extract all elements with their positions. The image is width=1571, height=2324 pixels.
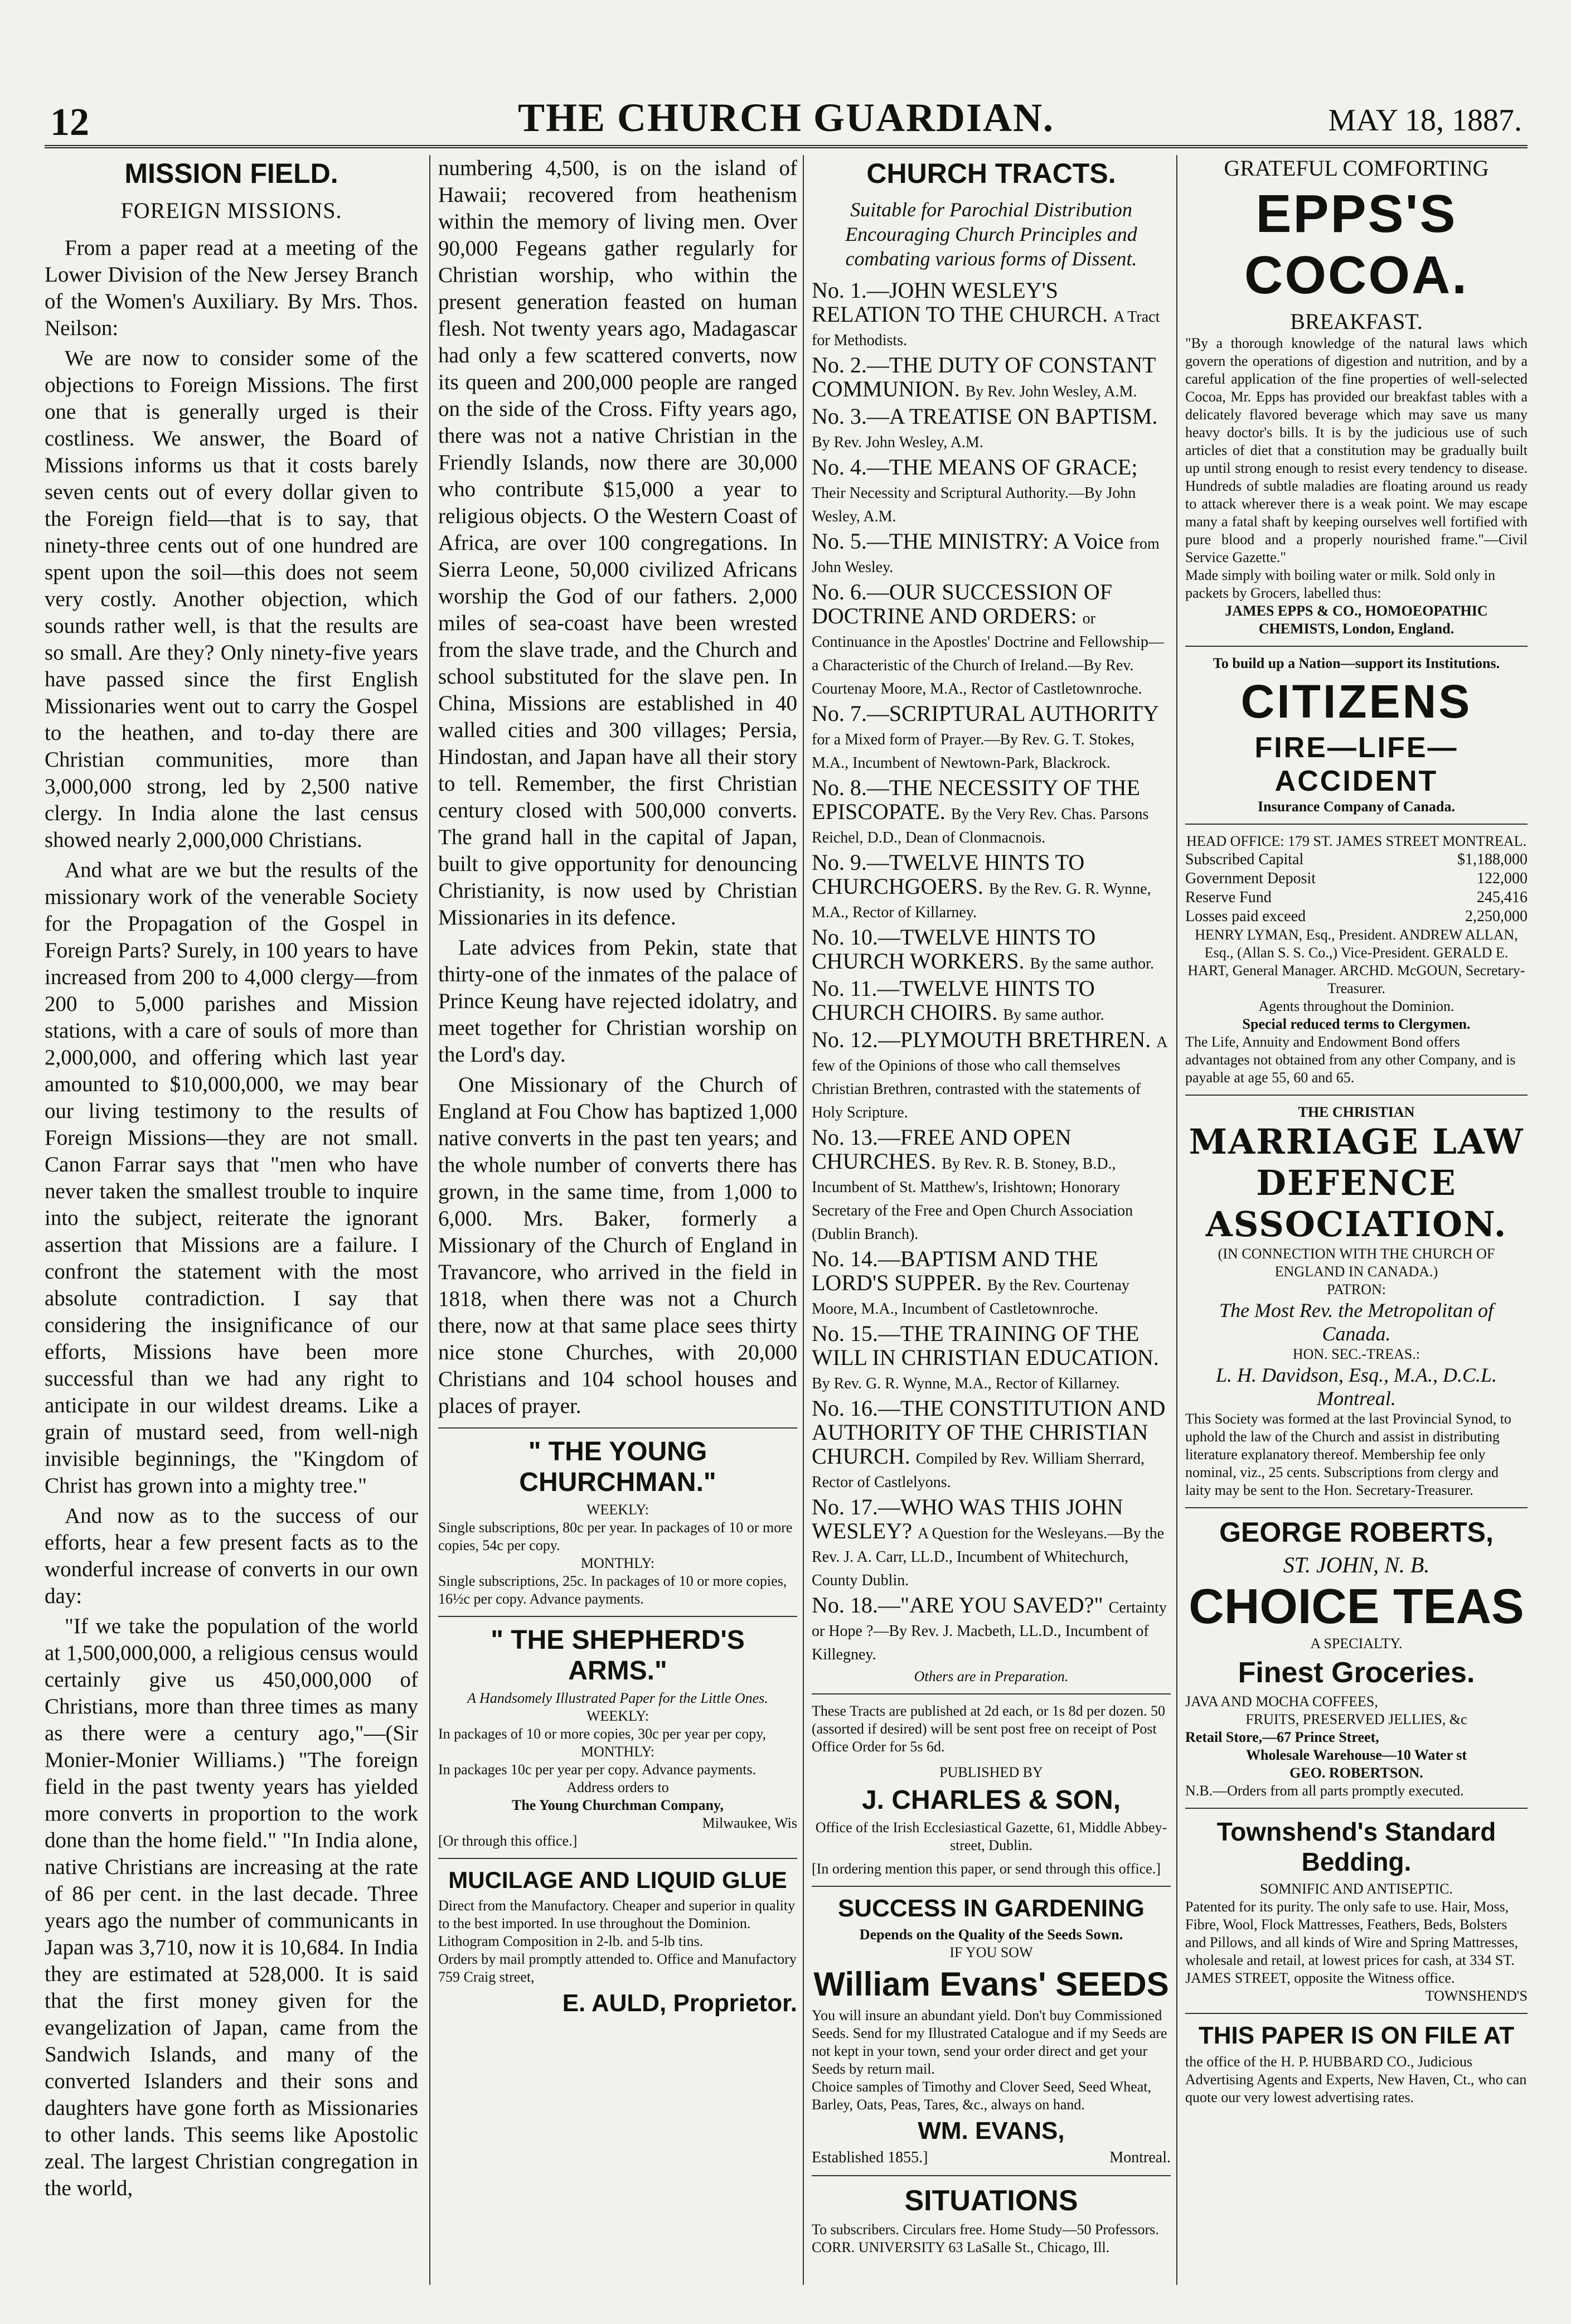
- fruits: FRUITS, PRESERVED JELLIES, &c: [1245, 1711, 1467, 1727]
- head-office: HEAD OFFICE: 179 ST. JAMES STREET MONTREAL.: [1186, 833, 1527, 849]
- tract-title: TWELVE HINTS TO CHURCHGOERS.: [812, 850, 1085, 899]
- tract-item: [812, 405, 1171, 452]
- young-churchman-title: " THE YOUNG CHURCHMAN.": [519, 1437, 716, 1497]
- tracts-pricing: These Tracts are published at 2d each, or 1s 8d per dozen. 50 (assorted if desired) will be sent post free on receipt of Post Office Order for 5s 6d.: [812, 1703, 1165, 1755]
- divider: [438, 1858, 797, 1859]
- tract-description: By Rev. John Wesley, A.M.: [965, 383, 1137, 400]
- tract-number: No. 17.—: [812, 1494, 900, 1519]
- tract-description: or Continuance in the Apostles' Doctrine and Fellowship—a Characteristic of the Church of Ireland.—By Rev. Courtenay Moore, M.A., Rector of Castletownroche.: [812, 610, 1164, 698]
- weekly-label: WEEKLY:: [586, 1708, 649, 1724]
- java: JAVA AND MOCHA COFFEES,: [1185, 1693, 1378, 1710]
- monthly-label: MONTHLY:: [580, 1555, 655, 1571]
- capital-label: Losses paid exceed: [1185, 908, 1306, 925]
- mission-paragraph: Late advices from Pekin, state that thirty-one of the inmates of the palace of Prince Keung have rejected idolatry, and meet together for Christian worship on the Lord's day.: [438, 936, 797, 1067]
- tract-number: No. 12.—: [812, 1027, 900, 1052]
- gardening-heading: SUCCESS IN GARDENING: [837, 1895, 1145, 1922]
- this-paper-text: the office of the H. P. HUBBARD CO., Judicious Advertising Agents and Experts, New Haven, Ct., who can quote our very lowest advertising rates.: [1185, 2054, 1527, 2105]
- tract-item: [812, 702, 1171, 773]
- tract-number: No. 5.—: [812, 529, 889, 554]
- tract-title: WHO WAS THIS JOHN WESLEY?: [812, 1494, 1123, 1543]
- tract-item: [812, 926, 1171, 974]
- tract-item: [812, 530, 1171, 577]
- tract-title: PLYMOUTH BRETHREN.: [900, 1027, 1157, 1052]
- tract-number: No. 2.—: [812, 352, 889, 377]
- tract-description: By the Very Rev. Chas. Parsons Reichel, D.D., Dean of Clonmacnois.: [812, 806, 1149, 846]
- weekly-text: In packages of 10 or more copies, 30c per year per copy,: [438, 1726, 767, 1742]
- tract-item: [812, 354, 1171, 401]
- tract-number: No. 13.—: [812, 1125, 900, 1150]
- tract-number: No. 3.—: [812, 404, 889, 429]
- tract-item: [812, 1322, 1171, 1393]
- seeds-footer: [812, 2148, 1171, 2167]
- epps-cocoa-title: EPPS'S COCOA.: [1244, 184, 1468, 305]
- tract-title: TWELVE HINTS TO CHURCH WORKERS.: [812, 924, 1096, 974]
- capital-row: [1185, 888, 1528, 907]
- company-city: Milwaukee, Wis: [702, 1815, 797, 1831]
- tract-item: [812, 851, 1171, 922]
- divider: [1185, 646, 1528, 647]
- choice-teas: CHOICE TEAS: [1189, 1579, 1524, 1634]
- auld-signature: E. AULD, Proprietor.: [562, 1989, 797, 2017]
- tract-number: No. 9.—: [812, 850, 889, 875]
- insurance-company: Insurance Company of Canada.: [1258, 798, 1455, 815]
- capital-table: [1185, 850, 1528, 926]
- issue-date: MAY 18, 1887.: [1328, 103, 1522, 138]
- divider: [1185, 824, 1528, 825]
- divider: [812, 1886, 1171, 1887]
- capital-value: $1,188,000: [1457, 851, 1528, 868]
- epps-text: Made simply with boiling water or milk. Sold only in packets by Grocers, labelled thus:: [1185, 567, 1496, 601]
- george-roberts: GEORGE ROBERTS,: [1219, 1517, 1494, 1548]
- tract-title: OUR SUCCESSION OF DOCTRINE AND ORDERS:: [812, 579, 1112, 628]
- tract-description: A few of the Opinions of those who call themselves Christian Brethren, contrasted with the statements of Holy Scripture.: [812, 1034, 1167, 1121]
- tract-number: No. 14.—: [812, 1246, 900, 1271]
- specialty: A SPECIALTY.: [1310, 1635, 1403, 1652]
- epps-breakfast: BREAKFAST.: [1290, 309, 1423, 334]
- this-paper-heading: THIS PAPER IS ON FILE AT: [1198, 2022, 1515, 2049]
- ordering-note: [In ordering mention this paper, or send through this office.]: [812, 1861, 1161, 1877]
- mission-paragraph: And now as to the success of our efforts, hear a few present facts as to the wonderful increase of converts in our own day:: [45, 1504, 418, 1608]
- capital-value: 245,416: [1477, 889, 1528, 906]
- tract-number: No. 15.—: [812, 1321, 900, 1346]
- patron-label: PATRON:: [1327, 1281, 1386, 1297]
- somnific: SOMNIFIC AND ANTISEPTIC.: [1260, 1881, 1453, 1897]
- tract-item: [812, 279, 1171, 350]
- tract-item: [812, 1495, 1171, 1590]
- tract-description: from John Wesley.: [812, 535, 1160, 576]
- capital-row: [1185, 907, 1528, 926]
- divider: [1185, 2013, 1528, 2014]
- fire-life-accident: FIRE—LIFE—ACCIDENT: [1254, 732, 1458, 797]
- publisher-office: Office of the Irish Ecclesiastical Gazette, 61, Middle Abbey-street, Dublin.: [815, 1819, 1167, 1853]
- tract-description: By Rev. R. B. Stoney, B.D., Incumbent of St. Matthew's, Irishtown; Honorary Secretary of the Free and Open Church Association (Dublin Branch).: [812, 1155, 1133, 1243]
- townshend-signature: TOWNSHEND'S: [1425, 1988, 1528, 2004]
- tract-number: No. 18.—: [812, 1592, 900, 1618]
- tract-item: [812, 1594, 1171, 1664]
- tract-number: No. 11.—: [812, 976, 900, 1001]
- clergy-terms: Special reduced terms to Clergymen.: [1242, 1016, 1471, 1032]
- tract-description: By the same author.: [1030, 955, 1154, 972]
- officers: HENRY LYMAN, Esq., President. ANDREW ALLAN, Esq., (Allan S. S. Co.,) Vice-President. GERALD E. HART, General Manager. ARCHD. McGOUN, Secretary-Treasurer.: [1187, 927, 1525, 996]
- weekly-text: Single subscriptions, 80c per year. In packages of 10 or more copies, 54c per copy.: [438, 1519, 793, 1553]
- mission-column: [45, 155, 424, 2285]
- published-by: PUBLISHED BY: [939, 1764, 1043, 1780]
- tract-description: By the Rev. G. R. Wynne, M.A., Rector of Killarney.: [812, 880, 1151, 921]
- hon-label: HON. SEC.-TREAS.:: [1292, 1346, 1420, 1362]
- seeds-city: Montreal.: [1109, 2149, 1171, 2166]
- orders-note: N.B.—Orders from all parts promptly executed.: [1185, 1783, 1464, 1799]
- tract-description: By Rev. John Wesley, A.M.: [812, 434, 983, 451]
- page-number: 12: [50, 101, 89, 144]
- mission-paragraph: numbering 4,500, is on the island of Hawaii; recovered from heathenism within the memory of living men. Over 90,000 Fegeans gather regularly for Christian worship, who within the present generation feasted on human flesh. Not twenty years ago, Madagascar had only a few scattered converts, now its queen and 200,000 people are ranged on the side of the Cross. Fifty years ago, there was not a native Christian in the Friendly Islands, now there are 30,000 who contribute $15,000 a year to religious objects. O the Western Coast of Africa, are over 100 congregations. In Sierra Leone, 50,000 civilized Africans worship the God of our fathers. 2,000 miles of sea-coast have been wrested from the slave trade, and the Church and school substituted for the slave pen. In China, Missions are established in 40 walled cities and 300 villages; Persia, Hindostan, and Japan have all their story to tell. Remember, the first Christian century closed with 500,000 converts. The grand hall in the capital of Japan, built to give opportunity for denouncing Christianity, is now used by Christian Missionaries in its defence.: [438, 156, 797, 929]
- tracts-column: [803, 155, 1171, 2285]
- seeds-text: Choice samples of Timothy and Clover Seed, Seed Wheat, Barley, Oats, Peas, Tares, &c., always on hand.: [812, 2079, 1151, 2113]
- tract-item: [812, 1028, 1171, 1122]
- capital-label: Government Deposit: [1185, 870, 1316, 887]
- tract-description: By Rev. G. R. Wynne, M.A., Rector of Killarney.: [812, 1375, 1120, 1392]
- shepherds-arms-title: " THE SHEPHERD'S ARMS.": [491, 1625, 745, 1686]
- tracts-preparation: Others are in Preparation.: [914, 1668, 1069, 1684]
- christian-label: THE CHRISTIAN: [1298, 1104, 1415, 1120]
- tract-description: Compiled by Rev. William Sherrard, Rector of Castlelyons.: [812, 1450, 1145, 1491]
- divider: [812, 2175, 1171, 2176]
- mission-paragraph: And what are we but the results of the missionary work of the venerable Society for the Propagation of the Gospel in Foreign Parts? Surely, in 100 years to have increased from 200 to 4,000 clergy—from 200 to 5,000 parishes and Mission stations, with a care of souls of more than 2,000,000, and offering which last year amounted to $10,000,000, we may bear our living testimony to the results of Foreign Missions—they are not small. Canon Farrar says that "men who have never taken the smallest trouble to inquire into the subject, reiterate the ignorant assertion that Missions are a failure. I confront the statement with the most absolute contradiction. I say that considering the insignificance of our efforts, Missions have been more successful than we had any right to anticipate in our wildest dreams. Like a grain of mustard seed, from well-nigh invisible beginnings, the "Kingdom of Christ has grown into a mighty tree.": [45, 858, 418, 1498]
- life-bond: The Life, Annuity and Endowment Bond offers advantages not obtained from any other Company, and is payable at age 55, 60 and 65.: [1185, 1034, 1516, 1086]
- tracts-heading: CHURCH TRACTS.: [866, 158, 1116, 189]
- capital-row: [1185, 850, 1528, 869]
- tract-description: A Question for the Wesleyans.—By the Rev. J. A. Carr, LL.D., Incumbent of Whitechurch, County Dublin.: [812, 1525, 1165, 1589]
- capital-row: [1185, 869, 1528, 888]
- tract-title: THE DUTY OF CONSTANT COMMUNION.: [812, 352, 1156, 401]
- retail-store: Retail Store,—67 Prince Street,: [1185, 1729, 1379, 1745]
- office-note: [Or through this office.]: [438, 1833, 578, 1849]
- tract-item: [812, 456, 1171, 526]
- tracts-intro: Suitable for Parochial Distribution Encouraging Church Principles and combating various forms of Dissent.: [845, 198, 1137, 270]
- tract-title: THE NECESSITY OF THE EPISCOPATE.: [812, 775, 1140, 824]
- ads-column: [1176, 155, 1528, 2285]
- build-slogan: To build up a Nation—support its Institutions.: [1213, 655, 1500, 671]
- tract-title: THE TRAINING OF THE WILL IN CHRISTIAN EDUCATION.: [812, 1321, 1159, 1370]
- seeds-text: You will insure an abundant yield. Don't buy Commissioned Seeds. Send for my Illustrated Catalogue and if my Seeds are not kept in your town, send your order direct and get your Seeds by return mail.: [812, 2007, 1167, 2077]
- tract-number: No. 7.—: [812, 701, 889, 726]
- tract-number: No. 1.—: [812, 278, 889, 303]
- masthead: [45, 84, 1528, 148]
- capital-label: Subscribed Capital: [1185, 851, 1304, 868]
- citizens-title: CITIZENS: [1240, 675, 1472, 728]
- tract-title: FREE AND OPEN CHURCHES.: [812, 1125, 1071, 1174]
- marriage-law-title: MARRIAGE LAW DEFENCE ASSOCIATION.: [1189, 1121, 1524, 1245]
- society-text: This Society was formed at the last Provincial Synod, to uphold the law of the Church and assist in distributing literature explanatory thereof. Membership fee only nominal, viz., 25 cents. Subscriptions from clergy and laity may be sent to the Hon. Secretary-Treasurer.: [1185, 1411, 1511, 1498]
- tract-item: [812, 1126, 1171, 1244]
- mission-paragraph: From a paper read at a meeting of the Lower Division of the New Jersey Branch of the Women's Auxiliary. By Mrs. Thos. Neilson:: [45, 236, 418, 340]
- tract-title: SCRIPTURAL AUTHORITY: [889, 701, 1158, 726]
- tract-description: By same author.: [1003, 1006, 1104, 1024]
- st-john: ST. JOHN, N. B.: [1283, 1552, 1430, 1577]
- tract-title: JOHN WESLEY'S RELATION TO THE CHURCH.: [812, 278, 1114, 327]
- gardening-sub: Depends on the Quality of the Seeds Sown.: [859, 1926, 1123, 1943]
- situations-text: To subscribers. Circulars free. Home Study—50 Professors. CORR. UNIVERSITY 63 LaSalle St., Chicago, Ill.: [812, 2221, 1159, 2255]
- townshend-heading: Townshend's Standard Bedding.: [1216, 1817, 1496, 1876]
- tract-number: No. 6.—: [812, 579, 889, 604]
- tract-title: THE MEANS OF GRACE;: [889, 454, 1138, 480]
- tract-description: A Tract for Methodists.: [812, 308, 1160, 349]
- monthly-text: Single subscriptions, 25c. In packages of 10 or more copies, 16½c per copy. Advance payments.: [438, 1573, 787, 1607]
- tract-description: Their Necessity and Scriptural Authority.—By John Wesley, A.M.: [812, 485, 1136, 525]
- gardening-sow: IF YOU SOW: [949, 1944, 1033, 1960]
- tract-list: [812, 279, 1171, 1664]
- mucilage-title: MUCILAGE AND LIQUID GLUE: [448, 1867, 787, 1893]
- evans-signature: WM. EVANS,: [918, 2117, 1065, 2144]
- wholesale: Wholesale Warehouse—10 Water st: [1245, 1747, 1467, 1763]
- connection-note: (IN CONNECTION WITH THE CHURCH OF ENGLAND IN CANADA.): [1218, 1246, 1495, 1280]
- geo-robertson: GEO. ROBERTSON.: [1289, 1765, 1423, 1781]
- epps-tagline: GRATEFUL COMFORTING: [1224, 156, 1489, 181]
- epps-text: "By a thorough knowledge of the natural laws which govern the operations of digestion and nutrition, and by a careful application of the fine properties of well-selected Cocoa, Mr. Epps has provided our breakfast tables with a delicately flavored beverage which may save us many heavy doctor's bills. It is by the judicious use of such articles of diet that a constitution may be gradually built up until strong enough to resist every tendency to disease. Hundreds of subtle maladies are floating around us ready to attack wherever there is a weak point. We may escape many a fatal shaft by keeping ourselves well fortified with pure blood and a properly nourished frame."—Civil Service Gazette.": [1185, 335, 1528, 565]
- monthly-text: In packages 10c per year per copy. Advance payments.: [438, 1761, 757, 1778]
- tract-description: By the Rev. Courtenay Moore, M.A., Incumbent of Castletownroche.: [812, 1277, 1129, 1318]
- capital-value: 122,000: [1477, 870, 1528, 887]
- tract-item: [812, 1397, 1171, 1492]
- hon-secretary: L. H. Davidson, Esq., M.A., D.C.L. Montreal.: [1215, 1364, 1497, 1410]
- mucilage-text: Lithogram Composition in 2-lb. and 5-lb tins.: [438, 1933, 704, 1949]
- tract-title: A TREATISE ON BAPTISM.: [889, 404, 1158, 429]
- divider: [438, 1427, 797, 1429]
- monthly-label: MONTHLY:: [580, 1744, 655, 1760]
- divider: [812, 1693, 1171, 1694]
- tract-number: No. 16.—: [812, 1396, 900, 1421]
- tract-number: No. 4.—: [812, 454, 889, 480]
- tract-title: "ARE YOU SAVED?": [900, 1592, 1109, 1618]
- divider: [1185, 1095, 1528, 1096]
- mission-paragraph: One Missionary of the Church of England at Fou Chow has baptized 1,000 native converts in the past ten years; and the whole number of converts there has grown, in the same time, from 1,000 to 6,000. Mrs. Baker, formerly a Missionary of the Church of England in Travancore, who arrived in the field in 1818, when there was not a Church there, now at that same place sees thirty nice stone Churches, with 20,000 Christians and 104 school houses and places of prayer.: [438, 1073, 797, 1418]
- epps-signature: JAMES EPPS & CO., HOMOEOPATHIC CHEMISTS, London, England.: [1225, 603, 1488, 637]
- shepherds-arms-subtitle: A Handsomely Illustrated Paper for the Little Ones.: [467, 1690, 768, 1706]
- newspaper-title: THE CHURCH GUARDIAN.: [517, 95, 1055, 140]
- townshend-text: Patented for its purity. The only safe to use. Hair, Moss, Fibre, Wool, Flock Mattresses, Feathers, Beds, Bolsters and Pillows, and all kinds of Wire and Spring Mattresses, wholesale and retail, at lowest prices for cash, at 334 ST. JAMES STREET, opposite the Witness office.: [1185, 1899, 1519, 1986]
- capital-value: 2,250,000: [1465, 908, 1528, 925]
- foreign-missions-subheading: FOREIGN MISSIONS.: [120, 198, 342, 223]
- capital-label: Reserve Fund: [1185, 889, 1272, 906]
- divider: [1185, 1808, 1528, 1809]
- tract-description: Certainty or Hope ?—By Rev. J. Macbeth, LL.D., Incumbent of Killegney.: [812, 1599, 1167, 1663]
- seeds-established: Established 1855.]: [812, 2149, 928, 2166]
- tract-item: [812, 776, 1171, 848]
- tract-title: BAPTISM AND THE LORD'S SUPPER.: [812, 1246, 1098, 1295]
- divider: [438, 1616, 797, 1617]
- tract-item: [812, 977, 1171, 1025]
- situations-heading: SITUATIONS: [904, 2185, 1078, 2217]
- tract-title: THE CONSTITUTION AND AUTHORITY OF THE CHRISTIAN CHURCH.: [812, 1396, 1166, 1469]
- agents: Agents throughout the Dominion.: [1258, 998, 1454, 1014]
- tract-description: for a Mixed form of Prayer.—By Rev. G. T. Stokes, M.A., Incumbent of Newtown-Park, Blackrock.: [812, 731, 1134, 772]
- tract-number: No. 10.—: [812, 924, 900, 950]
- evans-seeds-title: William Evans' SEEDS: [813, 1965, 1169, 2003]
- weekly-label: WEEKLY:: [586, 1502, 649, 1518]
- mission-paragraph: We are now to consider some of the objections to Foreign Missions. The first one that is generally urged is their costliness. We answer, the Board of Missions informs us that it costs barely seven cents out of every dollar given to the Foreign field—that is to say, that ninety-three cents out of one hundred are spent upon the soil—this does not seem very costly. Another objection, which sounds rather well, is that the results are so small. Are they? Only ninety-five years have passed since the first English Missionaries went out to carry the Gospel to the heathen, and to-day there are Christian communities, more than 3,000,000 strong, led by 2,500 native clergy. In India alone the last census showed nearly 2,000,000 Christians.: [45, 346, 418, 852]
- divider: [1185, 1507, 1528, 1508]
- mission-paragraph: "If we take the population of the world at 1,500,000,000, a religious census would certainly give us 450,000,000 of Christians, more than three times as many as there were a century ago,"—(Sir Monier-Monier Williams.) "The foreign field in the past twenty years has yielded more converts in proportion to the work done than the home field." "In India alone, native Christians are increasing at the rate of 86 per cent. in the last decade. Three years ago the number of communicants in Japan was 3,710, now it is 10,684. In India they are estimated at 528,000. It is said that the first money given for the evangelization of Japan, came from the Sandwich Islands, and many of the converted Islanders and their sons and daughters have gone forth as Missionaries to other lands. This seems like Apostolic zeal. The largest Christian congregation in the world,: [45, 1614, 418, 2200]
- patron: The Most Rev. the Metropolitan of Canada.: [1219, 1299, 1494, 1345]
- mucilage-text: Direct from the Manufactory. Cheaper and superior in quality to the best imported. In use throughout the Dominion.: [438, 1897, 796, 1931]
- address-label: Address orders to: [566, 1779, 669, 1795]
- tract-item: [812, 580, 1171, 699]
- mission-continued-column: [429, 155, 797, 2285]
- company-name: The Young Churchman Company,: [512, 1797, 724, 1813]
- tract-title: TWELVE HINTS TO CHURCH CHOIRS.: [812, 976, 1095, 1025]
- mucilage-text: Orders by mail promptly attended to. Office and Manufactory 759 Craig street,: [438, 1951, 797, 1985]
- tract-number: No. 8.—: [812, 775, 889, 800]
- tract-item: [812, 1247, 1171, 1319]
- mission-heading: MISSION FIELD.: [124, 158, 338, 189]
- tract-title: THE MINISTRY: A Voice: [889, 529, 1129, 554]
- finest-groceries: Finest Groceries.: [1238, 1657, 1475, 1689]
- publisher-name: J. CHARLES & SON,: [861, 1785, 1121, 1815]
